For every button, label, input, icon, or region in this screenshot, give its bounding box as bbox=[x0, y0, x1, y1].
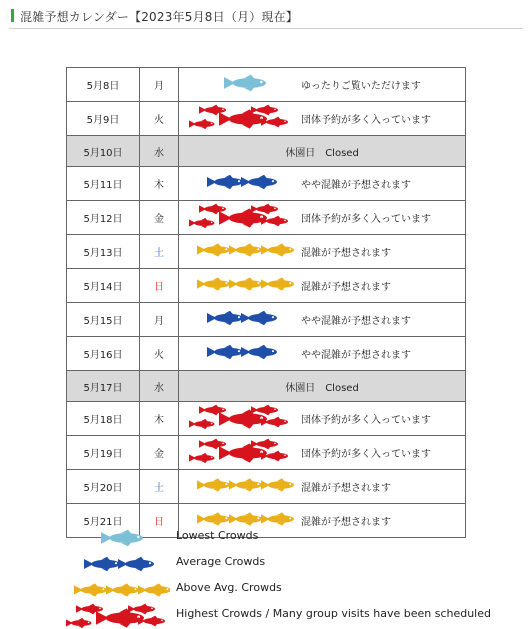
crowd-fish-icons bbox=[183, 436, 295, 466]
crowd-level-icon-cell bbox=[179, 167, 300, 201]
crowd-level-icon-cell bbox=[179, 269, 300, 303]
date-cell: 5月14日 bbox=[67, 269, 140, 303]
fish-icon bbox=[261, 478, 294, 491]
date-cell: 5月13日 bbox=[67, 235, 140, 269]
fish-icon bbox=[261, 512, 294, 525]
date-cell: 5月10日 bbox=[67, 136, 140, 167]
crowd-fish-icons bbox=[183, 201, 295, 231]
calendar-row bbox=[67, 201, 466, 235]
crowd-fish-icons bbox=[183, 402, 295, 432]
crowd-level-icon-cell bbox=[179, 337, 300, 371]
fish-icon bbox=[189, 119, 215, 129]
crowd-fish-icons bbox=[183, 235, 295, 265]
calendar-row bbox=[67, 371, 466, 402]
fish-icon bbox=[74, 583, 107, 596]
crowd-fish-icons bbox=[183, 68, 295, 98]
fish-icon bbox=[189, 453, 215, 463]
fish-icon bbox=[189, 419, 215, 429]
page-title: 混雑予想カレンダー【2023年5月8日（月）現在】 bbox=[20, 10, 299, 24]
fish-icon bbox=[197, 512, 230, 525]
date-cell: 5月18日 bbox=[67, 402, 140, 436]
date-cell: 5月16日 bbox=[67, 337, 140, 371]
calendar-row bbox=[67, 337, 466, 371]
crowd-fish-icons bbox=[183, 470, 295, 500]
fish-icon bbox=[199, 439, 226, 450]
crowd-level-icon-cell bbox=[179, 201, 300, 235]
legend-item-above bbox=[66, 577, 506, 599]
crowd-level-icon-cell bbox=[179, 102, 300, 136]
weekday-cell: 木 bbox=[140, 402, 179, 436]
weekday-cell: 火 bbox=[140, 337, 179, 371]
fish-icon bbox=[241, 345, 277, 359]
calendar-row bbox=[67, 470, 466, 504]
fish-icon bbox=[251, 405, 278, 416]
fish-icon bbox=[197, 277, 230, 290]
weekday-cell: 月 bbox=[140, 303, 179, 337]
crowd-description: やや混雑が予想されます bbox=[299, 167, 466, 201]
date-cell: 5月19日 bbox=[67, 436, 140, 470]
crowd-description: 団体予約が多く入っています bbox=[299, 201, 466, 235]
date-cell: 5月8日 bbox=[67, 68, 140, 102]
legend-label: Lowest Crowds bbox=[176, 529, 259, 542]
fish-icon bbox=[101, 530, 143, 547]
crowd-description: やや混雑が予想されます bbox=[299, 337, 466, 371]
weekday-cell: 金 bbox=[140, 436, 179, 470]
crowd-calendar-table bbox=[66, 67, 466, 538]
crowd-level-icon-cell bbox=[179, 470, 300, 504]
crowd-description: 団体予約が多く入っています bbox=[299, 436, 466, 470]
date-cell: 5月20日 bbox=[67, 470, 140, 504]
legend-item-average bbox=[66, 551, 506, 573]
legend-fish-icon bbox=[66, 551, 170, 577]
legend-label: Highest Crowds / Many group visits have been scheduled bbox=[176, 607, 491, 620]
fish-icon bbox=[189, 218, 215, 228]
crowd-fish-icons bbox=[183, 167, 295, 197]
date-cell: 5月9日 bbox=[67, 102, 140, 136]
crowd-level-icon-cell bbox=[179, 235, 300, 269]
fish-icon bbox=[251, 105, 278, 116]
crowd-level-icon-cell bbox=[179, 436, 300, 470]
date-cell: 5月15日 bbox=[67, 303, 140, 337]
fish-icon bbox=[106, 583, 139, 596]
fish-icon bbox=[229, 512, 262, 525]
crowd-description: ゆったりご覧いただけます bbox=[299, 68, 466, 102]
calendar-row bbox=[67, 68, 466, 102]
calendar-row bbox=[67, 269, 466, 303]
fish-icon bbox=[128, 604, 155, 615]
fish-icon bbox=[229, 243, 262, 256]
fish-icon bbox=[229, 277, 262, 290]
legend-item-highest bbox=[66, 603, 506, 625]
legend-fish-icon bbox=[66, 577, 170, 603]
fish-icon bbox=[207, 175, 243, 189]
crowd-description: 混雑が予想されます bbox=[299, 470, 466, 504]
legend-fish-icon bbox=[66, 603, 170, 629]
fish-icon bbox=[251, 204, 278, 215]
date-cell: 5月12日 bbox=[67, 201, 140, 235]
weekday-cell: 水 bbox=[140, 371, 179, 402]
crowd-description: 混雑が予想されます bbox=[299, 504, 466, 538]
legend-item-lowest bbox=[66, 525, 506, 547]
fish-icon bbox=[84, 557, 120, 571]
weekday-cell: 土 bbox=[140, 470, 179, 504]
crowd-description: やや混雑が予想されます bbox=[299, 303, 466, 337]
fish-icon bbox=[251, 439, 278, 450]
calendar-row bbox=[67, 167, 466, 201]
header-accent-bar bbox=[11, 9, 14, 22]
fish-icon bbox=[66, 618, 92, 628]
fish-icon bbox=[207, 345, 243, 359]
weekday-cell: 日 bbox=[140, 504, 179, 538]
crowd-fish-icons bbox=[183, 337, 295, 367]
weekday-cell: 日 bbox=[140, 269, 179, 303]
fish-icon bbox=[76, 604, 103, 615]
crowd-fish-icons bbox=[183, 269, 295, 299]
date-cell: 5月11日 bbox=[67, 167, 140, 201]
fish-icon bbox=[199, 105, 226, 116]
crowd-level-icon-cell bbox=[179, 402, 300, 436]
legend-label: Average Crowds bbox=[176, 555, 266, 568]
weekday-cell: 木 bbox=[140, 167, 179, 201]
fish-icon bbox=[197, 478, 230, 491]
weekday-cell: 土 bbox=[140, 235, 179, 269]
fish-icon bbox=[261, 277, 294, 290]
fish-icon bbox=[118, 557, 154, 571]
fish-icon bbox=[197, 243, 230, 256]
legend-fish-icon bbox=[66, 525, 170, 551]
closed-label: 休園日 Closed bbox=[179, 371, 466, 402]
weekday-cell: 月 bbox=[140, 68, 179, 102]
weekday-cell: 水 bbox=[140, 136, 179, 167]
weekday-cell: 火 bbox=[140, 102, 179, 136]
fish-icon bbox=[138, 583, 170, 596]
calendar-row bbox=[67, 436, 466, 470]
crowd-fish-icons bbox=[183, 102, 295, 132]
calendar-row bbox=[67, 303, 466, 337]
date-cell: 5月21日 bbox=[67, 504, 140, 538]
calendar-row bbox=[67, 102, 466, 136]
calendar-row bbox=[67, 402, 466, 436]
calendar-row bbox=[67, 136, 466, 167]
closed-label: 休園日 Closed bbox=[179, 136, 466, 167]
crowd-level-icon-cell bbox=[179, 303, 300, 337]
crowd-description: 団体予約が多く入っています bbox=[299, 402, 466, 436]
fish-icon bbox=[199, 204, 226, 215]
fish-icon bbox=[241, 311, 277, 325]
legend-label: Above Avg. Crowds bbox=[176, 581, 282, 594]
fish-icon bbox=[224, 75, 266, 92]
crowd-fish-icons bbox=[183, 303, 295, 333]
calendar-row bbox=[67, 235, 466, 269]
date-cell: 5月17日 bbox=[67, 371, 140, 402]
fish-icon bbox=[229, 478, 262, 491]
crowd-description: 団体予約が多く入っています bbox=[299, 102, 466, 136]
crowd-description: 混雑が予想されます bbox=[299, 269, 466, 303]
crowd-level-icon-cell bbox=[179, 68, 300, 102]
crowd-description: 混雑が予想されます bbox=[299, 235, 466, 269]
weekday-cell: 金 bbox=[140, 201, 179, 235]
calendar-header bbox=[9, 6, 523, 29]
fish-icon bbox=[199, 405, 226, 416]
fish-icon bbox=[261, 243, 294, 256]
fish-icon bbox=[207, 311, 243, 325]
fish-icon bbox=[241, 175, 277, 189]
